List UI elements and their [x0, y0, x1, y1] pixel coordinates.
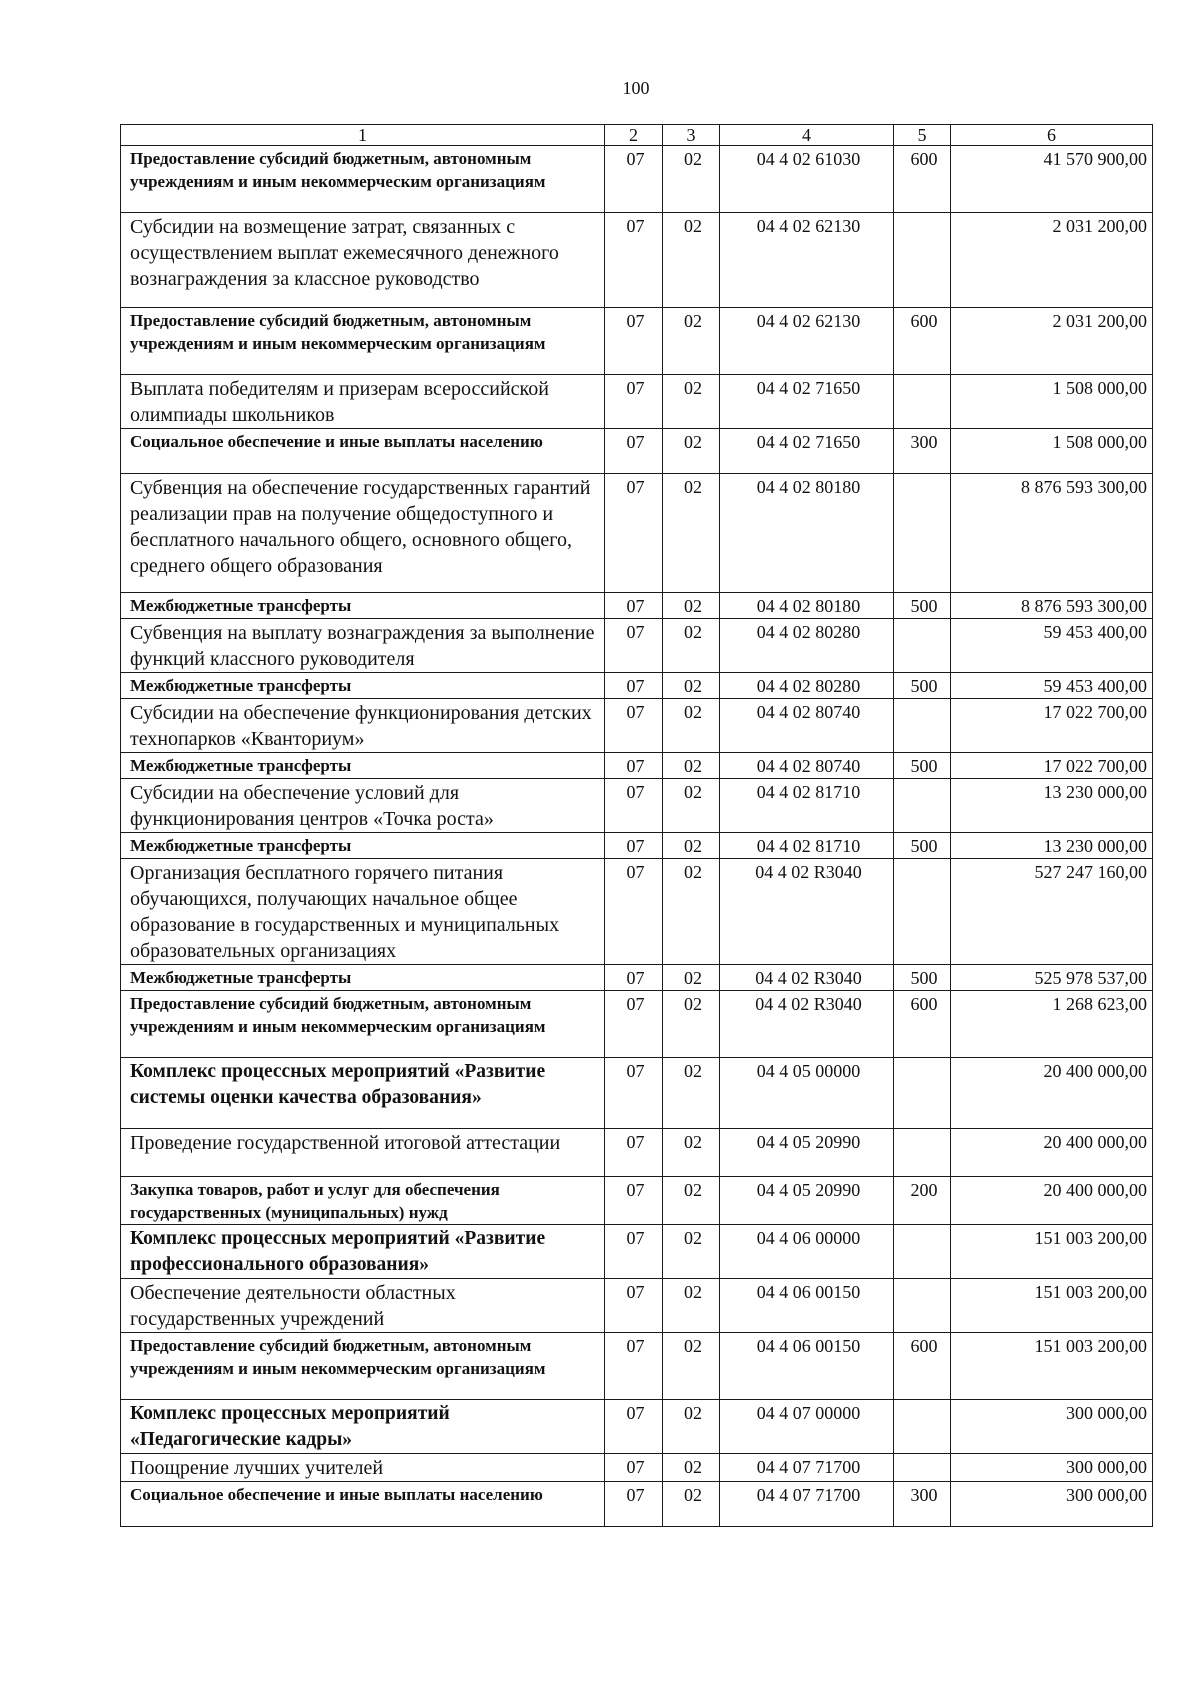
row-name-cell: Социальное обеспечение и иные выплаты населению	[121, 429, 605, 474]
expense-type-code-cell: 500	[894, 673, 951, 699]
table-row	[121, 1177, 1153, 1225]
amount-cell: 1 508 000,00	[951, 429, 1153, 474]
section-code-cell: 07	[605, 213, 663, 308]
subsection-code-cell: 02	[663, 619, 720, 673]
section-code-cell: 07	[605, 1177, 663, 1225]
target-item-code-cell: 04 4 02 81710	[720, 779, 894, 833]
row-name-cell: Субвенция на выплату вознаграждения за выполнение функций классного руководителя	[121, 619, 605, 673]
row-name-cell: Закупка товаров, работ и услуг для обеспечения государственных (муниципальных) нужд	[121, 1177, 605, 1225]
subsection-code-cell: 02	[663, 146, 720, 213]
target-item-code-cell: 04 4 02 R3040	[720, 859, 894, 965]
section-code-cell: 07	[605, 991, 663, 1058]
target-item-code-cell: 04 4 02 80280	[720, 619, 894, 673]
subsection-code-cell: 02	[663, 1058, 720, 1129]
amount-cell: 2 031 200,00	[951, 213, 1153, 308]
table-row	[121, 1225, 1153, 1279]
subsection-code-cell: 02	[663, 1482, 720, 1527]
subsection-code-cell: 02	[663, 1333, 720, 1400]
amount-cell: 41 570 900,00	[951, 146, 1153, 213]
row-name-cell: Предоставление субсидий бюджетным, автономным учреждениям и иным некоммерческим организациям	[121, 991, 605, 1058]
table-row	[121, 1400, 1153, 1454]
amount-cell: 17 022 700,00	[951, 699, 1153, 753]
target-item-code-cell: 04 4 02 R3040	[720, 991, 894, 1058]
subsection-code-cell: 02	[663, 699, 720, 753]
row-name-cell: Предоставление субсидий бюджетным, автономным учреждениям и иным некоммерческим организациям	[121, 308, 605, 375]
section-code-cell: 07	[605, 1333, 663, 1400]
expense-type-code-cell	[894, 699, 951, 753]
subsection-code-cell: 02	[663, 1225, 720, 1279]
row-name-cell: Субсидии на возмещение затрат, связанных с осуществлением выплат ежемесячного денежного вознаграждения за классное руководство	[121, 213, 605, 308]
section-code-cell: 07	[605, 429, 663, 474]
expense-type-code-cell: 500	[894, 593, 951, 619]
target-item-code-cell: 04 4 02 80180	[720, 593, 894, 619]
row-name-cell: Комплекс процессных мероприятий «Педагогические кадры»	[121, 1400, 605, 1454]
expense-type-code-cell: 600	[894, 1333, 951, 1400]
table-row	[121, 308, 1153, 375]
table-row	[121, 753, 1153, 779]
expense-type-code-cell: 500	[894, 833, 951, 859]
table-row	[121, 1482, 1153, 1527]
expense-type-code-cell	[894, 1400, 951, 1454]
header-cell-4: 4	[720, 125, 894, 146]
row-name-cell: Организация бесплатного горячего питания обучающихся, получающих начальное общее образование в государственных и муниципальных образовательных организациях	[121, 859, 605, 965]
amount-cell: 13 230 000,00	[951, 833, 1153, 859]
row-name-cell: Субсидии на обеспечение условий для функционирования центров «Точка роста»	[121, 779, 605, 833]
target-item-code-cell: 04 4 06 00150	[720, 1279, 894, 1333]
row-name-cell: Комплекс процессных мероприятий «Развитие профессионального образования»	[121, 1225, 605, 1279]
row-name-cell: Обеспечение деятельности областных государственных учреждений	[121, 1279, 605, 1333]
section-code-cell: 07	[605, 308, 663, 375]
table-row	[121, 673, 1153, 699]
target-item-code-cell: 04 4 07 71700	[720, 1482, 894, 1527]
row-name-cell: Комплекс процессных мероприятий «Развитие системы оценки качества образования»	[121, 1058, 605, 1129]
expense-type-code-cell: 600	[894, 308, 951, 375]
amount-cell: 17 022 700,00	[951, 753, 1153, 779]
page-number: 100	[622, 78, 650, 98]
subsection-code-cell: 02	[663, 965, 720, 991]
row-name-cell: Поощрение лучших учителей	[121, 1454, 605, 1482]
table-row	[121, 859, 1153, 965]
amount-cell: 59 453 400,00	[951, 619, 1153, 673]
row-name-cell: Субвенция на обеспечение государственных гарантий реализации прав на получение общедоступного и бесплатного начального общего, основного общего, среднего общего образования	[121, 474, 605, 593]
section-code-cell: 07	[605, 375, 663, 429]
amount-cell: 1 268 623,00	[951, 991, 1153, 1058]
expense-type-code-cell: 600	[894, 991, 951, 1058]
section-code-cell: 07	[605, 1400, 663, 1454]
row-name-cell: Межбюджетные трансферты	[121, 593, 605, 619]
section-code-cell: 07	[605, 859, 663, 965]
amount-cell: 20 400 000,00	[951, 1058, 1153, 1129]
section-code-cell: 07	[605, 1058, 663, 1129]
table-row	[121, 474, 1153, 593]
subsection-code-cell: 02	[663, 308, 720, 375]
subsection-code-cell: 02	[663, 1177, 720, 1225]
section-code-cell: 07	[605, 699, 663, 753]
target-item-code-cell: 04 4 02 81710	[720, 833, 894, 859]
expense-type-code-cell	[894, 859, 951, 965]
amount-cell: 300 000,00	[951, 1482, 1153, 1527]
row-name-cell: Социальное обеспечение и иные выплаты населению	[121, 1482, 605, 1527]
table-row	[121, 965, 1153, 991]
target-item-code-cell: 04 4 06 00150	[720, 1333, 894, 1400]
section-code-cell: 07	[605, 1279, 663, 1333]
target-item-code-cell: 04 4 07 71700	[720, 1454, 894, 1482]
table-row	[121, 991, 1153, 1058]
subsection-code-cell: 02	[663, 474, 720, 593]
subsection-code-cell: 02	[663, 1400, 720, 1454]
row-name-cell: Предоставление субсидий бюджетным, автономным учреждениям и иным некоммерческим организациям	[121, 146, 605, 213]
amount-cell: 151 003 200,00	[951, 1333, 1153, 1400]
expense-type-code-cell: 500	[894, 965, 951, 991]
expense-type-code-cell: 600	[894, 146, 951, 213]
amount-cell: 525 978 537,00	[951, 965, 1153, 991]
table-row	[121, 1279, 1153, 1333]
section-code-cell: 07	[605, 619, 663, 673]
amount-cell: 13 230 000,00	[951, 779, 1153, 833]
section-code-cell: 07	[605, 146, 663, 213]
row-name-cell: Выплата победителям и призерам всероссийской олимпиады школьников	[121, 375, 605, 429]
target-item-code-cell: 04 4 02 80740	[720, 699, 894, 753]
section-code-cell: 07	[605, 779, 663, 833]
target-item-code-cell: 04 4 06 00000	[720, 1225, 894, 1279]
table-row	[121, 429, 1153, 474]
header-cell-5: 5	[894, 125, 951, 146]
amount-cell: 59 453 400,00	[951, 673, 1153, 699]
row-name-cell: Межбюджетные трансферты	[121, 833, 605, 859]
section-code-cell: 07	[605, 753, 663, 779]
amount-cell: 527 247 160,00	[951, 859, 1153, 965]
section-code-cell: 07	[605, 593, 663, 619]
target-item-code-cell: 04 4 02 80180	[720, 474, 894, 593]
target-item-code-cell: 04 4 02 62130	[720, 308, 894, 375]
table-body	[121, 146, 1153, 1527]
subsection-code-cell: 02	[663, 1129, 720, 1177]
target-item-code-cell: 04 4 02 R3040	[720, 965, 894, 991]
section-code-cell: 07	[605, 1225, 663, 1279]
target-item-code-cell: 04 4 02 80280	[720, 673, 894, 699]
target-item-code-cell: 04 4 02 80740	[720, 753, 894, 779]
table-row	[121, 699, 1153, 753]
subsection-code-cell: 02	[663, 859, 720, 965]
table-row	[121, 779, 1153, 833]
expense-type-code-cell	[894, 474, 951, 593]
subsection-code-cell: 02	[663, 779, 720, 833]
target-item-code-cell: 04 4 07 00000	[720, 1400, 894, 1454]
row-name-cell: Межбюджетные трансферты	[121, 673, 605, 699]
row-name-cell: Межбюджетные трансферты	[121, 753, 605, 779]
expense-type-code-cell	[894, 213, 951, 308]
subsection-code-cell: 02	[663, 1279, 720, 1333]
target-item-code-cell: 04 4 02 71650	[720, 429, 894, 474]
expense-type-code-cell: 300	[894, 1482, 951, 1527]
table-row	[121, 1129, 1153, 1177]
expense-type-code-cell	[894, 375, 951, 429]
expense-type-code-cell: 200	[894, 1177, 951, 1225]
subsection-code-cell: 02	[663, 429, 720, 474]
section-code-cell: 07	[605, 673, 663, 699]
table-row	[121, 1333, 1153, 1400]
section-code-cell: 07	[605, 1129, 663, 1177]
amount-cell: 20 400 000,00	[951, 1129, 1153, 1177]
target-item-code-cell: 04 4 02 61030	[720, 146, 894, 213]
subsection-code-cell: 02	[663, 833, 720, 859]
expense-type-code-cell	[894, 1129, 951, 1177]
header-row	[121, 125, 1153, 146]
row-name-cell: Субсидии на обеспечение функционирования детских технопарков «Кванториум»	[121, 699, 605, 753]
amount-cell: 1 508 000,00	[951, 375, 1153, 429]
subsection-code-cell: 02	[663, 753, 720, 779]
table-row	[121, 213, 1153, 308]
section-code-cell: 07	[605, 1482, 663, 1527]
target-item-code-cell: 04 4 05 00000	[720, 1058, 894, 1129]
subsection-code-cell: 02	[663, 673, 720, 699]
header-cell-6: 6	[951, 125, 1153, 146]
table-row	[121, 593, 1153, 619]
table-row	[121, 833, 1153, 859]
amount-cell: 8 876 593 300,00	[951, 593, 1153, 619]
target-item-code-cell: 04 4 02 71650	[720, 375, 894, 429]
expense-type-code-cell: 300	[894, 429, 951, 474]
row-name-cell: Предоставление субсидий бюджетным, автономным учреждениям и иным некоммерческим организациям	[121, 1333, 605, 1400]
subsection-code-cell: 02	[663, 593, 720, 619]
amount-cell: 151 003 200,00	[951, 1279, 1153, 1333]
amount-cell: 8 876 593 300,00	[951, 474, 1153, 593]
expense-type-code-cell	[894, 1279, 951, 1333]
amount-cell: 2 031 200,00	[951, 308, 1153, 375]
amount-cell: 151 003 200,00	[951, 1225, 1153, 1279]
expense-type-code-cell: 500	[894, 753, 951, 779]
header-cell-1: 1	[121, 125, 605, 146]
table-row	[121, 1454, 1153, 1482]
target-item-code-cell: 04 4 02 62130	[720, 213, 894, 308]
amount-cell: 20 400 000,00	[951, 1177, 1153, 1225]
expense-type-code-cell	[894, 1454, 951, 1482]
expense-type-code-cell	[894, 779, 951, 833]
header-cell-2: 2	[605, 125, 663, 146]
section-code-cell: 07	[605, 1454, 663, 1482]
header-cell-3: 3	[663, 125, 720, 146]
section-code-cell: 07	[605, 965, 663, 991]
budget-table	[120, 124, 1153, 1527]
subsection-code-cell: 02	[663, 375, 720, 429]
amount-cell: 300 000,00	[951, 1454, 1153, 1482]
amount-cell: 300 000,00	[951, 1400, 1153, 1454]
expense-type-code-cell	[894, 1058, 951, 1129]
table-row	[121, 375, 1153, 429]
expense-type-code-cell	[894, 619, 951, 673]
row-name-cell: Межбюджетные трансферты	[121, 965, 605, 991]
table-row	[121, 1058, 1153, 1129]
subsection-code-cell: 02	[663, 1454, 720, 1482]
target-item-code-cell: 04 4 05 20990	[720, 1177, 894, 1225]
subsection-code-cell: 02	[663, 991, 720, 1058]
expense-type-code-cell	[894, 1225, 951, 1279]
subsection-code-cell: 02	[663, 213, 720, 308]
section-code-cell: 07	[605, 474, 663, 593]
row-name-cell: Проведение государственной итоговой аттестации	[121, 1129, 605, 1177]
table-row	[121, 619, 1153, 673]
target-item-code-cell: 04 4 05 20990	[720, 1129, 894, 1177]
table-row	[121, 146, 1153, 213]
section-code-cell: 07	[605, 833, 663, 859]
